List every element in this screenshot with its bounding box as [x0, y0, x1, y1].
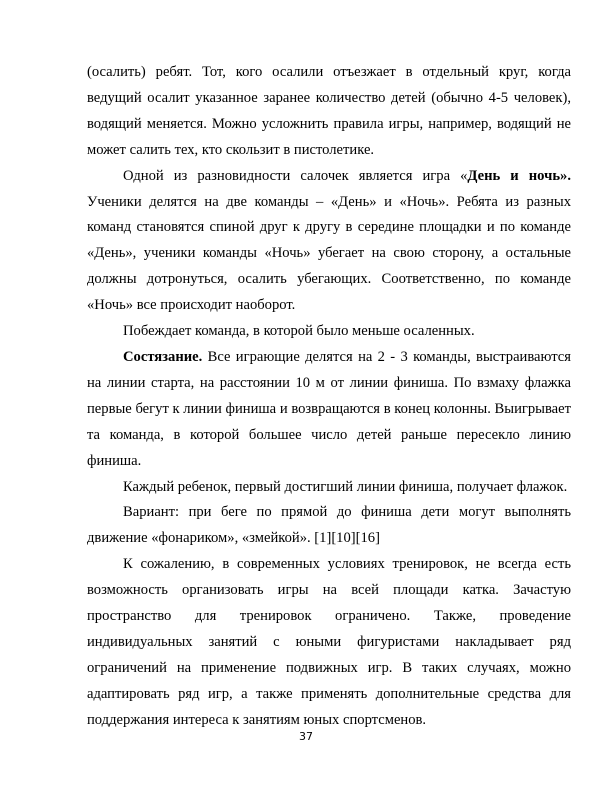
- paragraph-day-and-night-intro: Одной из разновидности салочек является игра «: [123, 167, 468, 184]
- paragraph-competition: [87, 345, 571, 475]
- paragraph-winner: Побеждает команда, в которой было меньше осаленных.: [123, 323, 475, 340]
- paragraph-tag-rules: (осалить) ребят. Тот, кого осалили отъезжает в отдельный круг, когда ведущий осалит указанное заранее количество детей (обычно 4-5 человек), водящий меняется. Можно усложнить правила игры, например, водящий не может салить тех, кто скользит в пистолетике.: [87, 64, 571, 158]
- paragraph-variant: Вариант: при беге по прямой до финиша дети могут выполнять движение «фонариком», «змейкой». [1][10][16]: [87, 504, 571, 547]
- paragraph-day-and-night-body: Ученики делятся на две команды – «День» и «Ночь». Ребята из разных команд становятся спиной друг к другу в середине площадки и по команде «День», ученики команды «Ночь» убегает на свою сторону, а остальные должны дотронуться, осалить убегающих. Соответственно, по команде «Ночь» все происходит наоборот.: [87, 193, 571, 314]
- game-title-competition: Состязание.: [123, 348, 203, 365]
- paragraph-limitations: К сожалению, в современных условиях тренировок, не всегда есть возможность организовать игры на всей площади катка. Зачастую пространство для тренировок ограничено. Также, проведение индивидуальных занятий с юными фигуристами накладывает ряд ограничений на применение подвижных игр. В таких случаях, можно адаптировать ряд игр, а также применять дополнительные средства для поддержания интереса к занятиям юных спортсменов.: [87, 556, 571, 728]
- paragraph-flag-reward: Каждый ребенок, первый достигший линии финиша, получает флажок.: [123, 478, 568, 495]
- page-number: 37: [299, 730, 313, 743]
- game-title-day-and-night: День и ночь».: [467, 167, 571, 184]
- page-body: [87, 60, 571, 734]
- paragraph-day-and-night: [87, 164, 571, 319]
- paragraph-competition-body: Все играющие делятся на 2 - 3 команды, выстраиваются на линии старта, на расстоянии 10 м от линии финиша. По взмаху флажка первые бегут к линии финиша и возвращаются в конец колонны. Выигрывает та команда, в которой большее число детей раньше пересекло линию финиша.: [87, 348, 571, 469]
